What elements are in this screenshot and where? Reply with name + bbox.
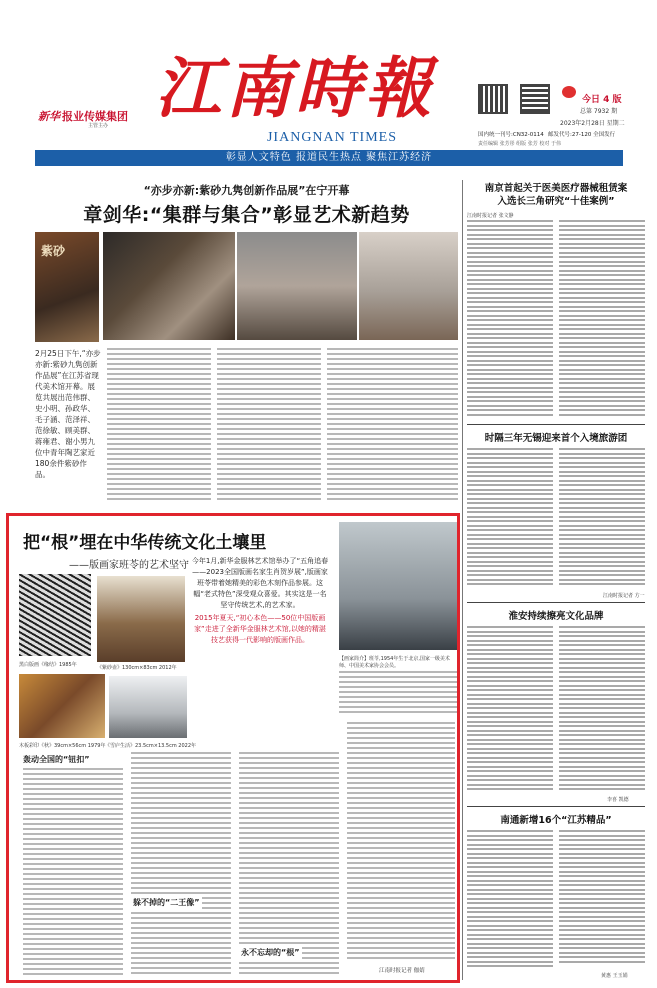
newspaper-title: 江南時報 — [155, 49, 435, 127]
cn-number: 国内统一刊号:CN32-0114 — [478, 132, 544, 138]
weibo-icon — [562, 86, 576, 98]
lead-photo-caption: 紫砂 — [41, 244, 66, 258]
artwork-caption: 黑白版画《缘结》1985年 — [19, 662, 77, 668]
pullquote — [191, 556, 329, 732]
feature-headline: 把“根”埋在中华传统文化土壤里 — [23, 533, 267, 553]
qr-code-icon — [478, 84, 508, 114]
lead-intro-text: 2月25日下午,“亦步亦新:紫砂九隽创新作品展”在江苏省现代美术馆开幕。展览共展出范伟群、史小明、孙政华、毛子涵、范泽祥、范徐敏、顾美群、蒋雍君、谢小男九位中青年陶艺家近180余件紫砂作品。 — [35, 349, 101, 479]
teapot-photo — [359, 232, 458, 340]
sponsor-label: 主管主办 — [88, 123, 109, 129]
feature-body-col3 — [239, 752, 339, 978]
artist-photo — [339, 522, 457, 650]
story3-byline: 李喜 凯德 — [607, 797, 629, 803]
exhibition-photo — [103, 232, 235, 340]
artist-portrait-photo — [237, 232, 357, 340]
story3-headline: 淮安持续擦亮文化品牌 — [508, 611, 604, 622]
feature-body-col4 — [347, 722, 455, 962]
story3-body-col2 — [559, 626, 645, 792]
feature-body-col2 — [131, 752, 231, 978]
column-divider — [462, 180, 463, 980]
story4-headline: 南通新增16个“江苏精品” — [500, 815, 612, 826]
divider — [467, 602, 645, 603]
group-logo-mark: 新华 — [38, 110, 60, 123]
qr-code-icon — [520, 84, 550, 114]
slogan-text: 彰显人文特色 报道民生热点 聚焦江苏经济 — [225, 152, 433, 163]
newspaper-title-en: JIANGNAN TIMES — [266, 130, 398, 145]
story1-headline: 南京首起关于医美医疗器械租赁案 入选长三角研究“十佳案例” — [484, 183, 628, 207]
lead-headline: 章剑华:“集群与集合”彰显艺术新趋势 — [83, 204, 410, 226]
lead-kicker: “亦步亦新:紫砂九隽创新作品展”在宁开幕 — [143, 184, 350, 197]
artwork-teapot — [97, 576, 185, 662]
lead-intro — [35, 348, 101, 503]
feature-subhead-3: 永不忘却的“根” — [241, 948, 300, 957]
issue-total: 总第 7932 期 — [580, 108, 618, 115]
story1-byline: 江南时报记者 张文静 — [467, 213, 514, 219]
story1-body-col2 — [559, 220, 645, 420]
story2-byline: 江南时报记者 方一 — [603, 593, 645, 599]
artist-bio-text: 【画家简介】班苓,1954年生于北京,国家一级美术师、中国美术家协会会员。 — [339, 656, 457, 670]
feature-box — [6, 513, 460, 983]
feature-subhead-1: 轰动全国的“钮扣” — [23, 755, 90, 764]
story2-body-col2 — [559, 448, 645, 588]
group-logo — [38, 108, 128, 130]
story3-body-col1 — [467, 626, 553, 792]
slogan-bar — [35, 150, 623, 166]
artwork-caption: 《紫砂壶》130cm×83cm 2012年 — [97, 665, 177, 671]
lead-body-col2 — [217, 348, 321, 503]
edition-count: 今日 4 版 — [582, 95, 622, 105]
pullquote-red: 2015年夏天,“初心本色——50位中国版画家”走进了全新华金服林艺术馆,以她的精湛技艺获得一代影响的版画作品。 — [194, 614, 326, 644]
group-name: 报业传媒集团 — [62, 110, 128, 123]
feature-body-col1 — [23, 768, 123, 978]
lead-photo — [35, 232, 99, 342]
story4-byline: 黄惠 王玉娟 — [601, 973, 628, 979]
artwork-caption: 木板彩印《秋》39cm×56cm 1979年 — [19, 743, 106, 749]
artwork-woodblock-bw — [19, 574, 91, 656]
lead-body-col1 — [107, 348, 211, 503]
lead-body-col3 — [327, 348, 458, 503]
feature-subhead: ——版画家班苓的艺术坚守 — [69, 560, 189, 571]
story4-body-col1 — [467, 830, 553, 970]
story1-body-col1 — [467, 220, 553, 420]
artwork-autumn — [19, 674, 105, 738]
artwork-caption: 《雪庐生活》23.5cm×13.5cm 2022年 — [105, 743, 197, 749]
credits: 责任编辑 张芳彤 组版 张芳 校对 于伟 — [478, 141, 561, 147]
pullquote-text: 今年1月,新华金服林艺术馆举办了“五角追春——2023全国版画名家生肖贺岁展”,版画家班苓带着她精美的彩色木刻作品参展。这幅“老式特色”深受观众喜爱。其实这是一名坚守传统艺术,的艺术家。 — [191, 557, 329, 609]
divider — [467, 806, 645, 807]
story4-body-col2 — [559, 830, 645, 970]
story2-body-col1 — [467, 448, 553, 588]
feature-byline: 江南时报记者 伽婧 — [379, 968, 425, 974]
masthead — [0, 0, 657, 175]
artwork-snow-house — [109, 676, 187, 738]
divider — [467, 424, 645, 425]
feature-subhead-2: 躲不掉的“二王像” — [133, 898, 200, 907]
story2-headline: 时隔三年无锡迎来首个入境旅游团 — [484, 433, 628, 444]
issue-date: 2023年2月28日 星期二 — [560, 120, 625, 127]
postal-code: 邮发代号:27-120 全国发行 — [548, 132, 616, 138]
lead-story — [35, 178, 458, 508]
right-column — [467, 178, 645, 983]
